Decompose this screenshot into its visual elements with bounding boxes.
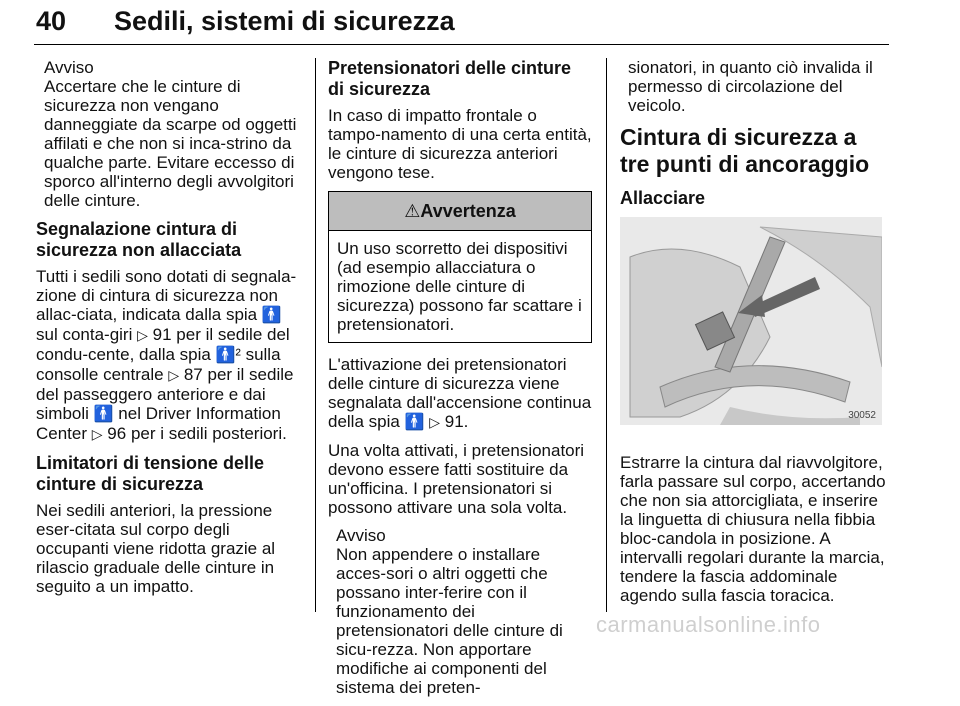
reminder-text-6: nel Driver Information Center: [36, 404, 281, 443]
running-title: Sedili, sistemi di sicurezza: [114, 6, 455, 36]
reference-91[interactable]: 91: [152, 325, 172, 344]
reminder-text-3: per il sedile del condu-cente, dalla spia: [36, 325, 290, 364]
column-divider-2: [606, 58, 607, 612]
header-rule: [34, 44, 889, 45]
seatbelt-drawing: [620, 217, 882, 425]
note-text: Non appendere o installare acces-sori o altri oggetti che possano inter-ferire con il funzionamento dei pretensionatori delle cinture di sicu-rezza. Non apportare modifiche ai componenti del sistema dei preten-: [336, 545, 563, 697]
warning-box: [328, 191, 592, 343]
figure-code: 30052: [848, 410, 876, 421]
note-continuation: sionatori, in quanto ciò invalida il permesso di circolazione del veicolo.: [628, 58, 873, 115]
warning-triangle-icon: ⚠: [404, 201, 421, 221]
column-3: [620, 58, 886, 614]
reminder-text-2: sul conta-giri: [36, 325, 133, 344]
heading-force-limiters: Limitatori di tensione delle cinture di sicurezza: [36, 453, 265, 494]
reference-87[interactable]: 87: [183, 365, 203, 384]
note-block: [328, 526, 592, 697]
seatbelt-illustration: [620, 217, 882, 425]
heading-fasten: Allacciare: [620, 188, 706, 208]
reminder-paragraph: [36, 267, 300, 444]
reminder-text-5: per il sedile del passeggero anteriore e dai simboli: [36, 365, 294, 423]
activation-text-2: Una volta attivati, i pretensionatori devono essere fatti sostituire da un'officina. I pretensionatori si possono attivare una sola volta.: [328, 441, 585, 517]
note-label: Avviso: [336, 526, 386, 545]
watermark: carmanualsonline.info: [596, 612, 821, 637]
reference-arrow-icon: ▷: [137, 327, 148, 343]
seatbelt-warning-icon: 🚹: [261, 307, 282, 324]
reference-arrow-icon: ▷: [91, 426, 103, 442]
reference-91[interactable]: 91.: [444, 412, 469, 431]
reminder-text-7: per i sedili posteriori.: [130, 424, 287, 443]
page-number: 40: [36, 6, 67, 36]
column-2: [328, 58, 592, 706]
reference-96[interactable]: 96: [107, 424, 127, 443]
reference-arrow-icon: ▷: [429, 414, 440, 430]
fasten-text: Estrarre la cintura dal riavvolgitore, farla passare sul corpo, accertando che non sia attorcigliata, e inserire la linguetta di chiusura nella fibbia bloc-candola in posizione. A intervalli regolari durante la marcia, tendere la fascia addominale agendo sulla fascia toracica.: [620, 453, 886, 605]
limiters-text: Nei sedili anteriori, la pressione eser-citata sul corpo degli occupanti viene ridotta grazie al rilascio graduale delle cinture in seguito a un impatto.: [36, 501, 276, 596]
reminder-text-1: Tutti i sedili sono dotati di segnala-zione di cintura di sicurezza non allac-ciata, indicata dalla spia: [36, 267, 297, 324]
activation-paragraph: [328, 355, 592, 432]
pretensioner-icon: 🚹: [404, 414, 425, 431]
heading-three-point-belt: Cintura di sicurezza a tre punti di ancoraggio: [620, 124, 870, 177]
warning-title: Avvertenza: [420, 201, 516, 221]
heading-belt-reminder: Segnalazione cintura di sicurezza non allacciata: [36, 219, 242, 260]
column-1: [36, 58, 300, 605]
pretensioners-text: In caso di impatto frontale o tampo-namento di una certa entità, le cinture di sicurezza anteriori vengono tese.: [328, 106, 592, 182]
reminder-text-4: sulla consolle centrale: [36, 345, 281, 384]
warning-header: [329, 192, 591, 230]
seatbelt-passenger-icon: 🚹²: [215, 347, 241, 364]
note-text: Accertare che le cinture di sicurezza non vengano danneggiate da scarpe od oggetti affilati e che non si inca-strino da qualche parte. Evitare eccesso di sporco all'interno degli avvolgitori delle cinture.: [44, 77, 297, 210]
note-block: [36, 58, 300, 210]
reference-arrow-icon: ▷: [168, 367, 180, 383]
column-divider-1: [315, 58, 316, 612]
note-label: Avviso: [44, 58, 94, 77]
seatbelt-warning-icon: 🚹: [93, 406, 114, 423]
activation-text-1: L'attivazione dei pretensionatori delle cinture di sicurezza viene segnalata dall'accensione continua della spia: [328, 355, 592, 431]
heading-pretensioners: Pretensionatori delle cinture di sicurezza: [328, 58, 572, 99]
warning-text: Un uso scorretto dei dispositivi (ad esempio allacciatura o rimozione delle cinture di sicurezza) possono far scattare i pretensionatori.: [329, 230, 591, 342]
